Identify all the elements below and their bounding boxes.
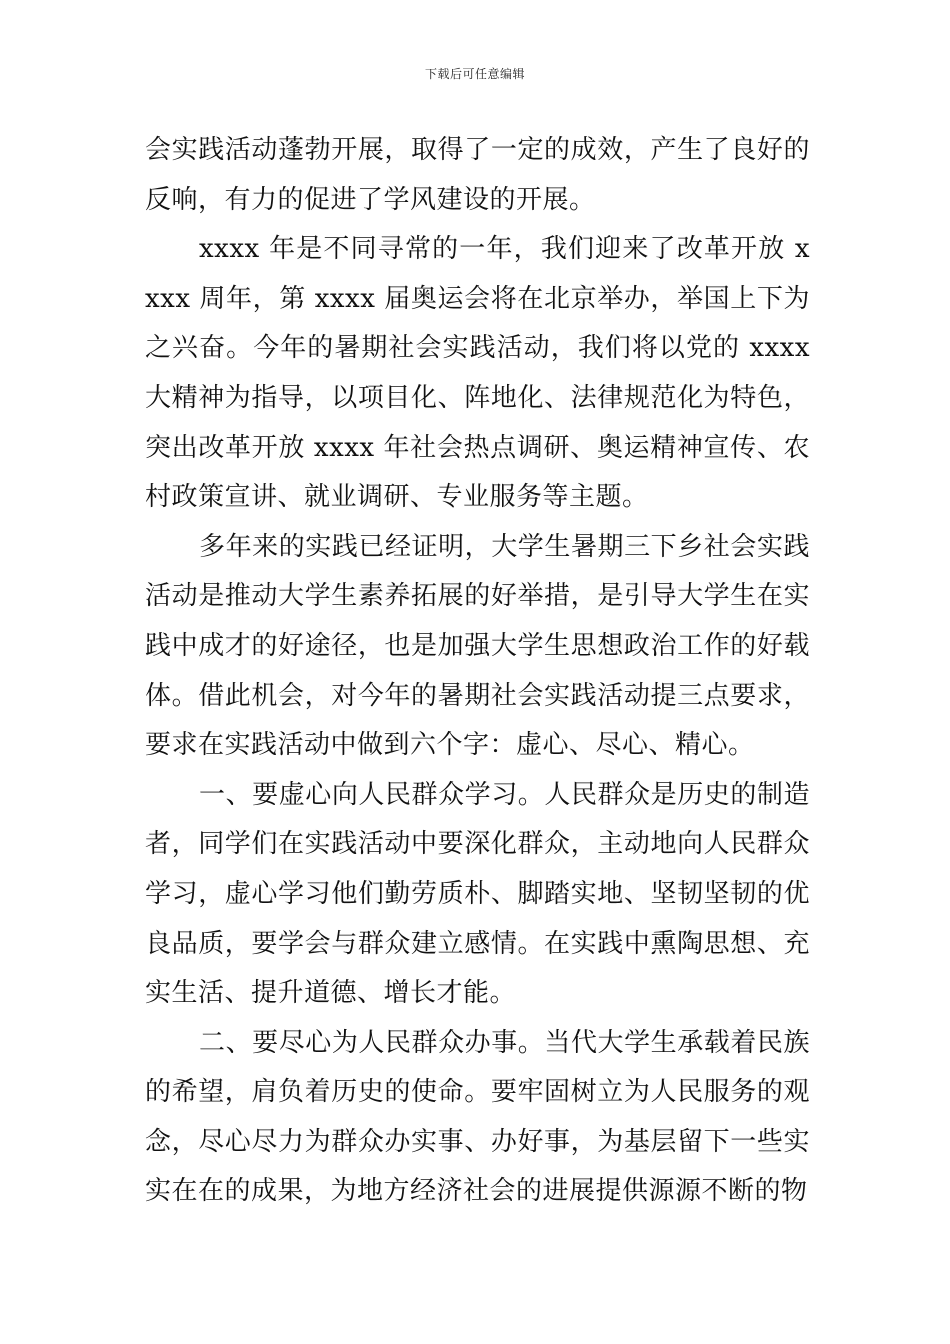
- paragraph-5: 二、要尽心为人民群众办事。当代大学生承载着民族的希望，肩负着历史的使命。要牢固树立为人民服务的观念，尽心尽力为群众办实事、办好事，为基层留下一些实实在在的成果，为地方经济社会的进展提供源源不断的物: [145, 1027, 810, 1207]
- paragraph-3: 多年来的实践已经证明，大学生暑期三下乡社会实践活动是推动大学生素养拓展的好举措，是引导大学生在实践中成才的好途径，也是加强大学生思想政治工作的好载体。借此机会，对今年的暑期社会实践活动提三点要求，要求在实践活动中做到六个字：虚心、尽心、精心。: [145, 531, 810, 761]
- paragraph-4: 一、要虚心向人民群众学习。人民群众是历史的制造者，同学们在实践活动中要深化群众，主动地向人民群众学习，虚心学习他们勤劳质朴、脚踏实地、坚韧坚韧的优良品质，要学会与群众建立感情。在实践中熏陶思想、充实生活、提升道德、增长才能。: [145, 779, 810, 1009]
- paragraph-1: 会实践活动蓬勃开展，取得了一定的成效，产生了良好的反响，有力的促进了学风建设的开展。: [145, 135, 810, 215]
- page-header: 下载后可任意编辑: [424, 67, 525, 81]
- paragraph-2: xxxx 年是不同寻常的一年，我们迎来了改革开放 xxxx 周年，第 xxxx 届奥运会将在北京举办，举国上下为之兴奋。今年的暑期社会实践活动，我们将以党的 xxxx 大精神为指导，以项目化、阵地化、法律规范化为特色，突出改革开放 xxxx 年社会热点调研、奥运精神宣传、农村政策宣讲、就业调研、专业服务等主题。: [145, 234, 810, 513]
- document-body: [145, 126, 810, 1217]
